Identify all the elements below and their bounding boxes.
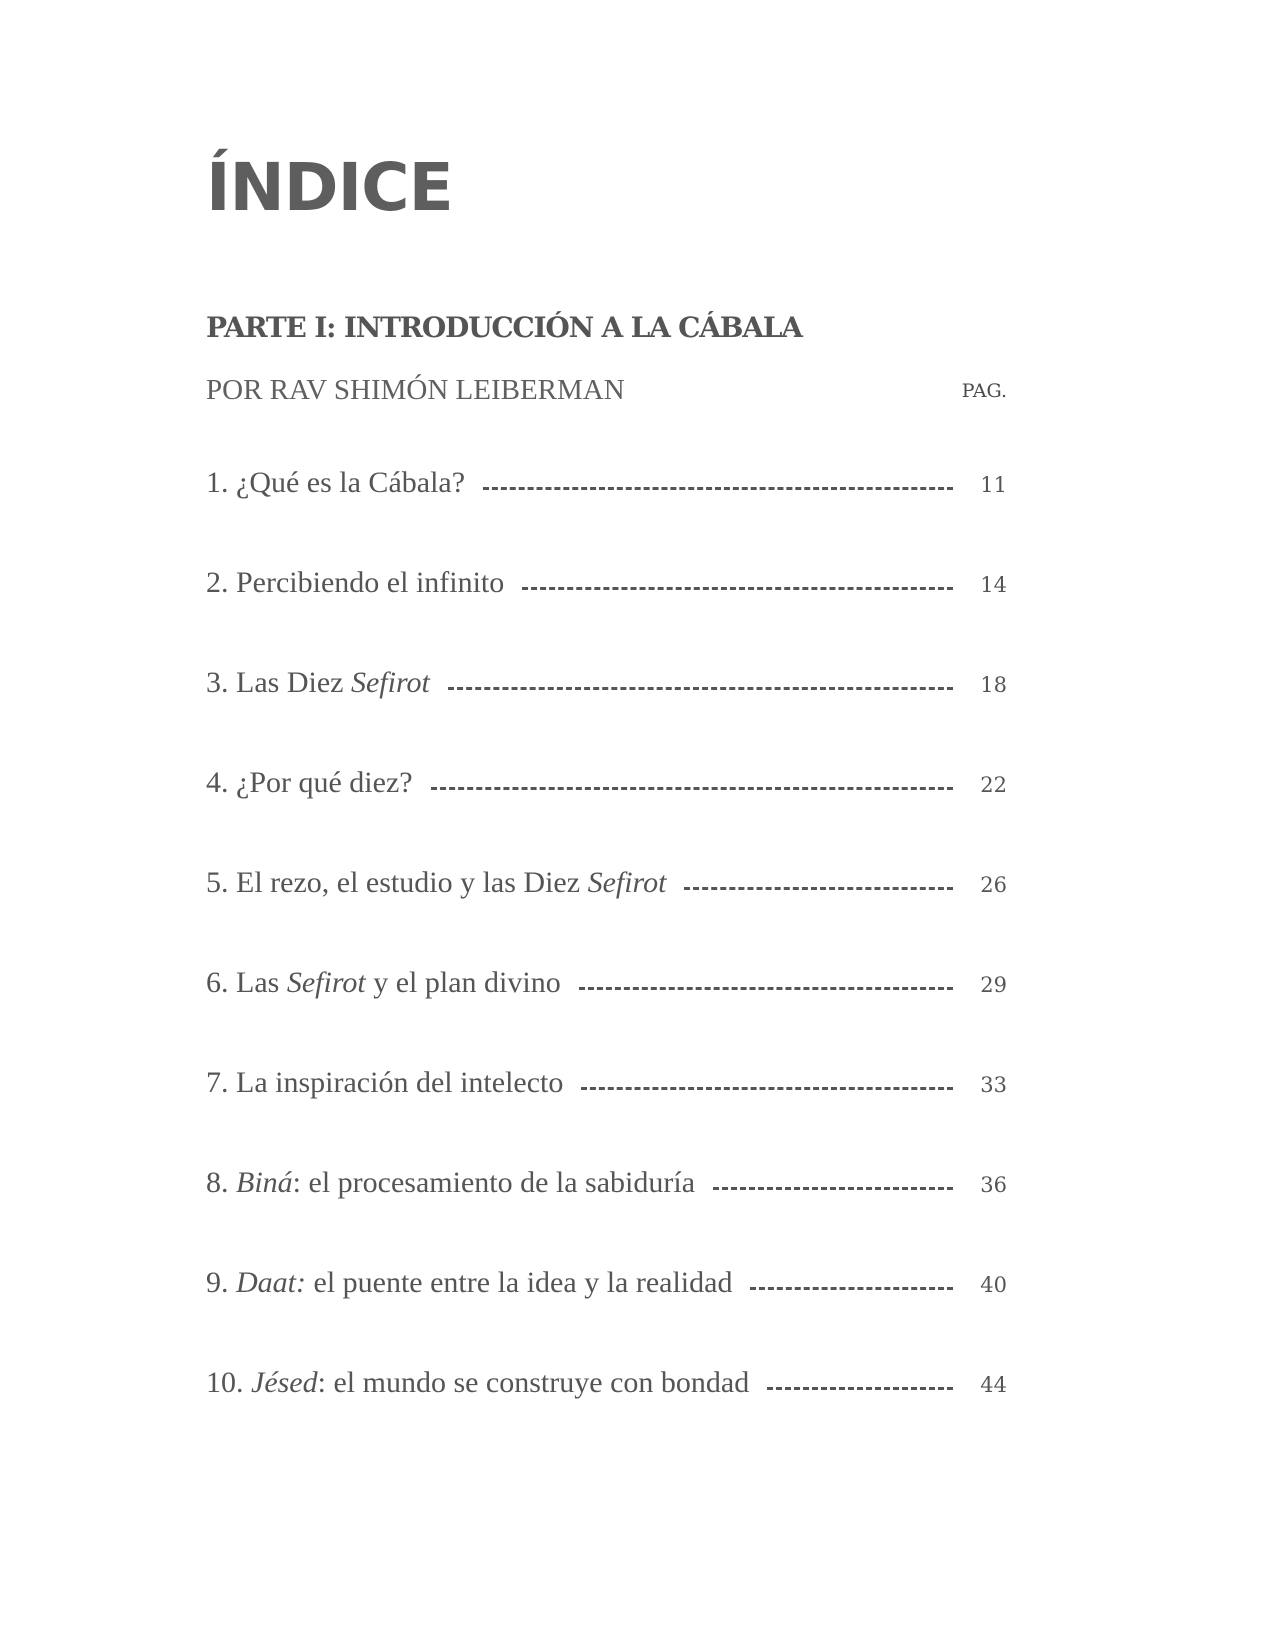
author-line: POR RAV SHIMÓN LEIBERMAN [206, 374, 625, 406]
toc-entry-italic-term: Biná [236, 1166, 293, 1199]
toc-entry-title [206, 1266, 732, 1300]
toc-entry-number: 7. [206, 1066, 229, 1099]
toc-entry-italic-term: Daat: [236, 1266, 306, 1299]
dot-leader [684, 887, 953, 890]
toc-entry-italic-term: Sefirot [350, 666, 430, 699]
page-title: ÍNDICE [206, 149, 453, 226]
dot-leader [713, 1187, 953, 1190]
toc-entry-text: Las Diez [236, 666, 344, 699]
toc-entry-title [206, 966, 561, 1000]
toc-entry-number: 1. [206, 466, 229, 499]
dot-leader [431, 787, 953, 790]
dot-leader [522, 587, 953, 590]
toc-entry-title [206, 666, 430, 700]
toc-entry-4 [206, 766, 1007, 866]
toc-entry-10 [206, 1366, 1007, 1466]
toc-entry-page: 22 [980, 773, 1007, 797]
dot-leader [579, 987, 953, 990]
toc-entry-number: 6. [206, 966, 229, 999]
toc-entry-2 [206, 566, 1007, 666]
toc-entry-page: 11 [980, 473, 1007, 497]
dot-leader [581, 1087, 953, 1090]
toc-entry-title [206, 1366, 749, 1400]
toc-entry-text: ¿Por qué diez? [236, 766, 413, 799]
dot-leader [483, 487, 953, 490]
toc-entry-7 [206, 1066, 1007, 1166]
toc-entry-9 [206, 1266, 1007, 1366]
toc-entry-number: 3. [206, 666, 229, 699]
toc-entry-number: 8. [206, 1166, 229, 1199]
table-of-contents [206, 466, 1007, 1466]
toc-entry-page: 29 [980, 973, 1007, 997]
toc-entry-text-suffix: : el mundo se construye con bondad [317, 1366, 750, 1399]
toc-entry-italic-term: Sefirot [587, 866, 667, 899]
part-heading: PARTE I: INTRODUCCIÓN A LA CÁBALA [206, 311, 802, 344]
toc-entry-page: 40 [980, 1273, 1007, 1297]
toc-entry-number: 4. [206, 766, 229, 799]
toc-entry-number: 10. [206, 1366, 244, 1399]
toc-entry-text: El rezo, el estudio y las Diez [236, 866, 581, 899]
toc-entry-1 [206, 466, 1007, 566]
toc-entry-title [206, 466, 465, 500]
toc-entry-text: Percibiendo el infinito [236, 566, 505, 599]
toc-entry-text-suffix: y el plan divino [373, 966, 561, 999]
toc-entry-page: 18 [980, 673, 1007, 697]
toc-entry-title [206, 1166, 695, 1200]
toc-entry-italic-term: Sefirot [286, 966, 366, 999]
toc-entry-page: 44 [980, 1373, 1007, 1397]
dot-leader [448, 687, 953, 690]
toc-entry-title [206, 866, 666, 900]
dot-leader [767, 1387, 953, 1390]
toc-entry-title [206, 766, 413, 800]
toc-entry-page: 36 [980, 1173, 1007, 1197]
toc-entry-text-suffix: : el procesamiento de la sabiduría [292, 1166, 696, 1199]
toc-entry-number: 5. [206, 866, 229, 899]
toc-entry-6 [206, 966, 1007, 1066]
toc-entry-text: Las [236, 966, 280, 999]
toc-entry-page: 33 [980, 1073, 1007, 1097]
page-column-label: PAG. [961, 380, 1007, 402]
toc-entry-text: ¿Qué es la Cábala? [236, 466, 466, 499]
toc-entry-page: 14 [980, 573, 1007, 597]
toc-entry-3 [206, 666, 1007, 766]
toc-entry-italic-term: Jésed [251, 1366, 318, 1399]
toc-entry-text: La inspiración del intelecto [236, 1066, 564, 1099]
dot-leader [750, 1287, 953, 1290]
toc-entry-text-suffix: el puente entre la idea y la realidad [313, 1266, 733, 1299]
toc-entry-number: 9. [206, 1266, 229, 1299]
toc-entry-page: 26 [980, 873, 1007, 897]
toc-entry-8 [206, 1166, 1007, 1266]
toc-entry-5 [206, 866, 1007, 966]
toc-entry-number: 2. [206, 566, 229, 599]
toc-entry-title [206, 1066, 563, 1100]
toc-entry-title [206, 566, 504, 600]
